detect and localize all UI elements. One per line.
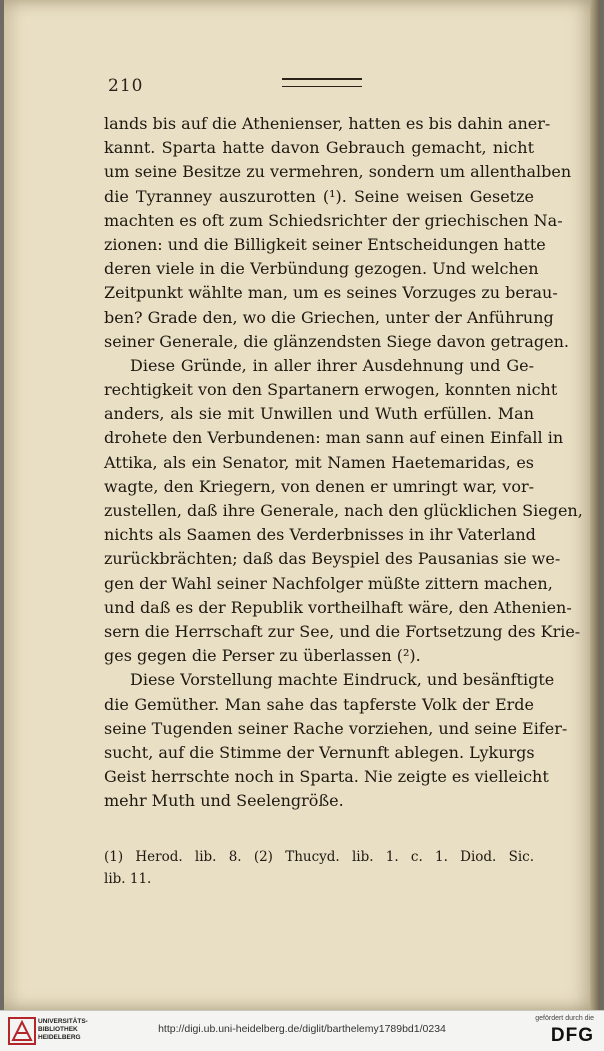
footnote-line: (1) Herod. lib. 8. (2) Thucyd. lib. 1. c. 1. Diod. Sic. [104,849,534,865]
header-rule [282,78,362,87]
text-line: seiner Generale, die glänzendsten Siege davon getragen. [104,331,569,351]
institution-line: HEIDELBERG [38,1034,81,1041]
text-line: anders, als sie mit Unwillen und Wuth erfüllen. Man [104,404,534,424]
footer-bar [0,1010,604,1051]
text-line: nichts als Saamen des Verderbnisses in ihr Vaterland [104,525,536,545]
institution-line: BIBLIOTHEK [38,1026,78,1033]
page-number: 210 [108,76,144,96]
institution-line: UNIVERSITÄTS- [38,1018,88,1025]
text-line: seine Tugenden seiner Rache vorziehen, und seine Eifer- [104,718,568,738]
text-line: deren viele in die Verbündung gezogen. Und welchen [104,259,539,279]
text-line: ges gegen die Perser zu überlassen (²). [104,646,421,666]
text-line: zionen: und die Billigkeit seiner Entscheidungen hatte [104,234,546,254]
text-line: und daß es der Republik vortheilhaft wäre, den Athenien- [104,597,572,617]
text-line: kannt. Sparta hatte davon Gebrauch gemacht, nicht [104,138,534,158]
text-line: um seine Besitze zu vermehren, sondern um allenthalben [104,162,572,182]
text-line: gen der Wahl seiner Nachfolger müßte zittern machen, [104,573,553,593]
text-line: ben? Grade den, wo die Griechen, unter der Anführung [104,307,554,327]
text-line: machten es oft zum Schiedsrichter der griechischen Na- [104,210,563,230]
text-line: Diese Vorstellung machte Eindruck, und besänftigte [130,670,555,690]
footnotes [104,846,534,890]
footnote-line: lib. 11. [104,871,152,887]
text-line: sern die Herrschaft zur See, und die Fortsetzung des Krie- [104,621,581,641]
permalink-url[interactable]: http://digi.ub.uni-heidelberg.de/diglit/barthelemy1789bd1/0234 [158,1023,446,1035]
book-page [4,0,600,1010]
text-line: lands bis auf die Athenienser, hatten es bis dahin aner- [104,114,551,133]
text-line: Attika, als ein Senator, mit Namen Haetemaridas, es [104,452,534,472]
body-text [104,112,583,813]
text-line: drohete den Verbundenen: man sann auf einen Einfall in [104,428,564,448]
text-line: sucht, auf die Stimme der Vernunft ablegen. Lykurgs [104,742,535,762]
text-line: Diese Gründe, in aller ihrer Ausdehnung und Ge- [130,355,534,375]
text-line: zurückbrächten; daß das Beyspiel des Pausanias sie we- [104,549,561,569]
page-gutter-shadow [590,0,600,1010]
dfg-logo: DFG [550,1025,594,1046]
text-line: Zeitpunkt wählte man, um es seines Vorzuges zu berau- [104,283,558,303]
text-line: wagte, den Kriegern, von denen er umringt war, vor- [104,476,534,496]
funder-label: gefördert durch die [535,1015,594,1022]
text-line: zustellen, daß ihre Generale, nach den glücklichen Siegen, [104,501,583,520]
text-line: mehr Muth und Seelengröße. [104,791,344,811]
text-line: die Tyranney auszurotten (¹). Seine weisen Gesetze [104,186,534,206]
text-line: die Gemüther. Man sahe das tapferste Volk der Erde [104,694,534,714]
text-line: Geist herrschte noch in Sparta. Nie zeigte es vielleicht [104,767,549,787]
text-line: rechtigkeit von den Spartanern erwogen, konnten nicht [104,380,558,400]
